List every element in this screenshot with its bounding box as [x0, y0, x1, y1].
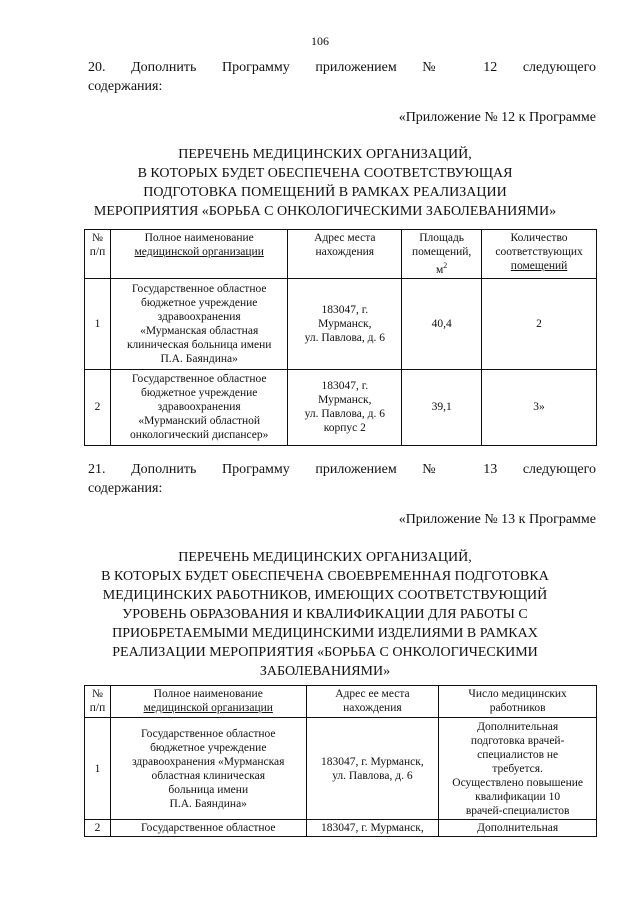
- col-area-header: Площадь помещений, $м^2$: [402, 230, 482, 279]
- table-12-title: ПЕРЕЧЕНЬ МЕДИЦИНСКИХ ОРГАНИЗАЦИЙ, В КОТОРЫХ БУДЕТ ОБЕСПЕЧЕНА СООТВЕТСТВУЮЩАЯ ПОДГОТОВКА ПОМЕЩЕНИЙ В РАМКАХ РЕАЛИЗАЦИИ МЕРОПРИЯТИЯ «БОРЬБА С ОНКОЛОГИЧЕСКИМИ ЗАБОЛЕВАНИЯМИ»: [93, 147, 557, 219]
- table-13-title: ПЕРЕЧЕНЬ МЕДИЦИНСКИХ ОРГАНИЗАЦИЙ, В КОТОРЫХ БУДЕТ ОБЕСПЕЧЕНА СВОЕВРЕМЕННАЯ ПОДГОТОВКА МЕДИЦИНСКИХ РАБОТНИКОВ, ИМЕЮЩИХ СООТВЕТСТВУЮЩИЙ УРОВЕНЬ ОБРАЗОВАНИЯ И КВАЛИФИКАЦИИ ДЛЯ РАБОТЫ С ПРИОБРЕТАЕМЫМИ МЕДИЦИНСКИМИ ИЗДЕЛИЯМИ В РАМКАХ РЕАЛИЗАЦИИ МЕРОПРИЯТИЯ «БОРЬБА С ОНКОЛОГИЧЕСКИМИ ЗАБОЛЕВАНИЯМИ»: [101, 550, 549, 679]
- item-21-line-1: 21. Дополнить Программу приложением № 13 следующего: [88, 462, 597, 477]
- row-count: 2: [482, 278, 597, 369]
- row-org-name: Государственное областное бюджетное учреждение здравоохранения «Мурманский областной онкологический диспансер»: [110, 369, 288, 445]
- col-staff-header: Число медицинских работников: [439, 686, 597, 718]
- row-area: 40,4: [402, 278, 482, 369]
- col-num-header: № п/п: [85, 686, 111, 718]
- page-number: 106: [311, 34, 329, 48]
- table-13: [84, 685, 597, 837]
- row-num: 1: [85, 278, 111, 369]
- col-name-header: Полное наименование медицинской организации: [110, 686, 306, 718]
- appendix-12-reference: «Приложение № 12 к Программе: [398, 110, 596, 125]
- row-address: 183047, г. Мурманск, ул. Павлова, д. 6 корпус 2: [288, 369, 402, 445]
- row-address: 183047, г. Мурманск, ул. Павлова, д. 6: [288, 278, 402, 369]
- col-num-header: № п/п: [85, 230, 111, 279]
- row-staff: Дополнительная: [439, 820, 597, 837]
- item-21-line-2: содержания:: [88, 481, 163, 496]
- row-count: 3»: [482, 369, 597, 445]
- row-num: 2: [85, 369, 111, 445]
- table-row: [85, 820, 597, 837]
- col-name-header: Полное наименование медицинской организации: [110, 230, 288, 279]
- appendix-13-reference: «Приложение № 13 к Программе: [398, 512, 596, 527]
- col-count-header: Количество соответствующих помещений: [482, 230, 597, 279]
- row-area: 39,1: [402, 369, 482, 445]
- table-row: [85, 278, 597, 369]
- row-num: 1: [85, 718, 111, 820]
- item-20-line-2: содержания:: [88, 79, 163, 94]
- row-org-name: Государственное областное бюджетное учреждение здравоохранения «Мурманская областная клиническая больница имени П.А. Баяндина»: [110, 718, 306, 820]
- row-address: 183047, г. Мурманск, ул. Павлова, д. 6: [306, 718, 439, 820]
- table-12-header: [85, 230, 597, 279]
- row-org-name: Государственное областное бюджетное учреждение здравоохранения «Мурманская областная клиническая больница имени П.А. Баяндина»: [110, 278, 288, 369]
- row-num: 2: [85, 820, 111, 837]
- item-20-line-1: 20. Дополнить Программу приложением № 12 следующего: [88, 60, 597, 75]
- table-row: [85, 718, 597, 820]
- table-12: [84, 229, 597, 446]
- col-address-header: Адрес ее места нахождения: [306, 686, 439, 718]
- row-staff: Дополнительная подготовка врачей- специалистов не требуется. Осуществлено повышение квалификации 10 врачей-специалистов: [439, 718, 597, 820]
- row-address: 183047, г. Мурманск,: [306, 820, 439, 837]
- row-org-name: Государственное областное: [110, 820, 306, 837]
- table-13-header: [85, 686, 597, 718]
- table-row: [85, 369, 597, 445]
- col-address-header: Адрес места нахождения: [288, 230, 402, 279]
